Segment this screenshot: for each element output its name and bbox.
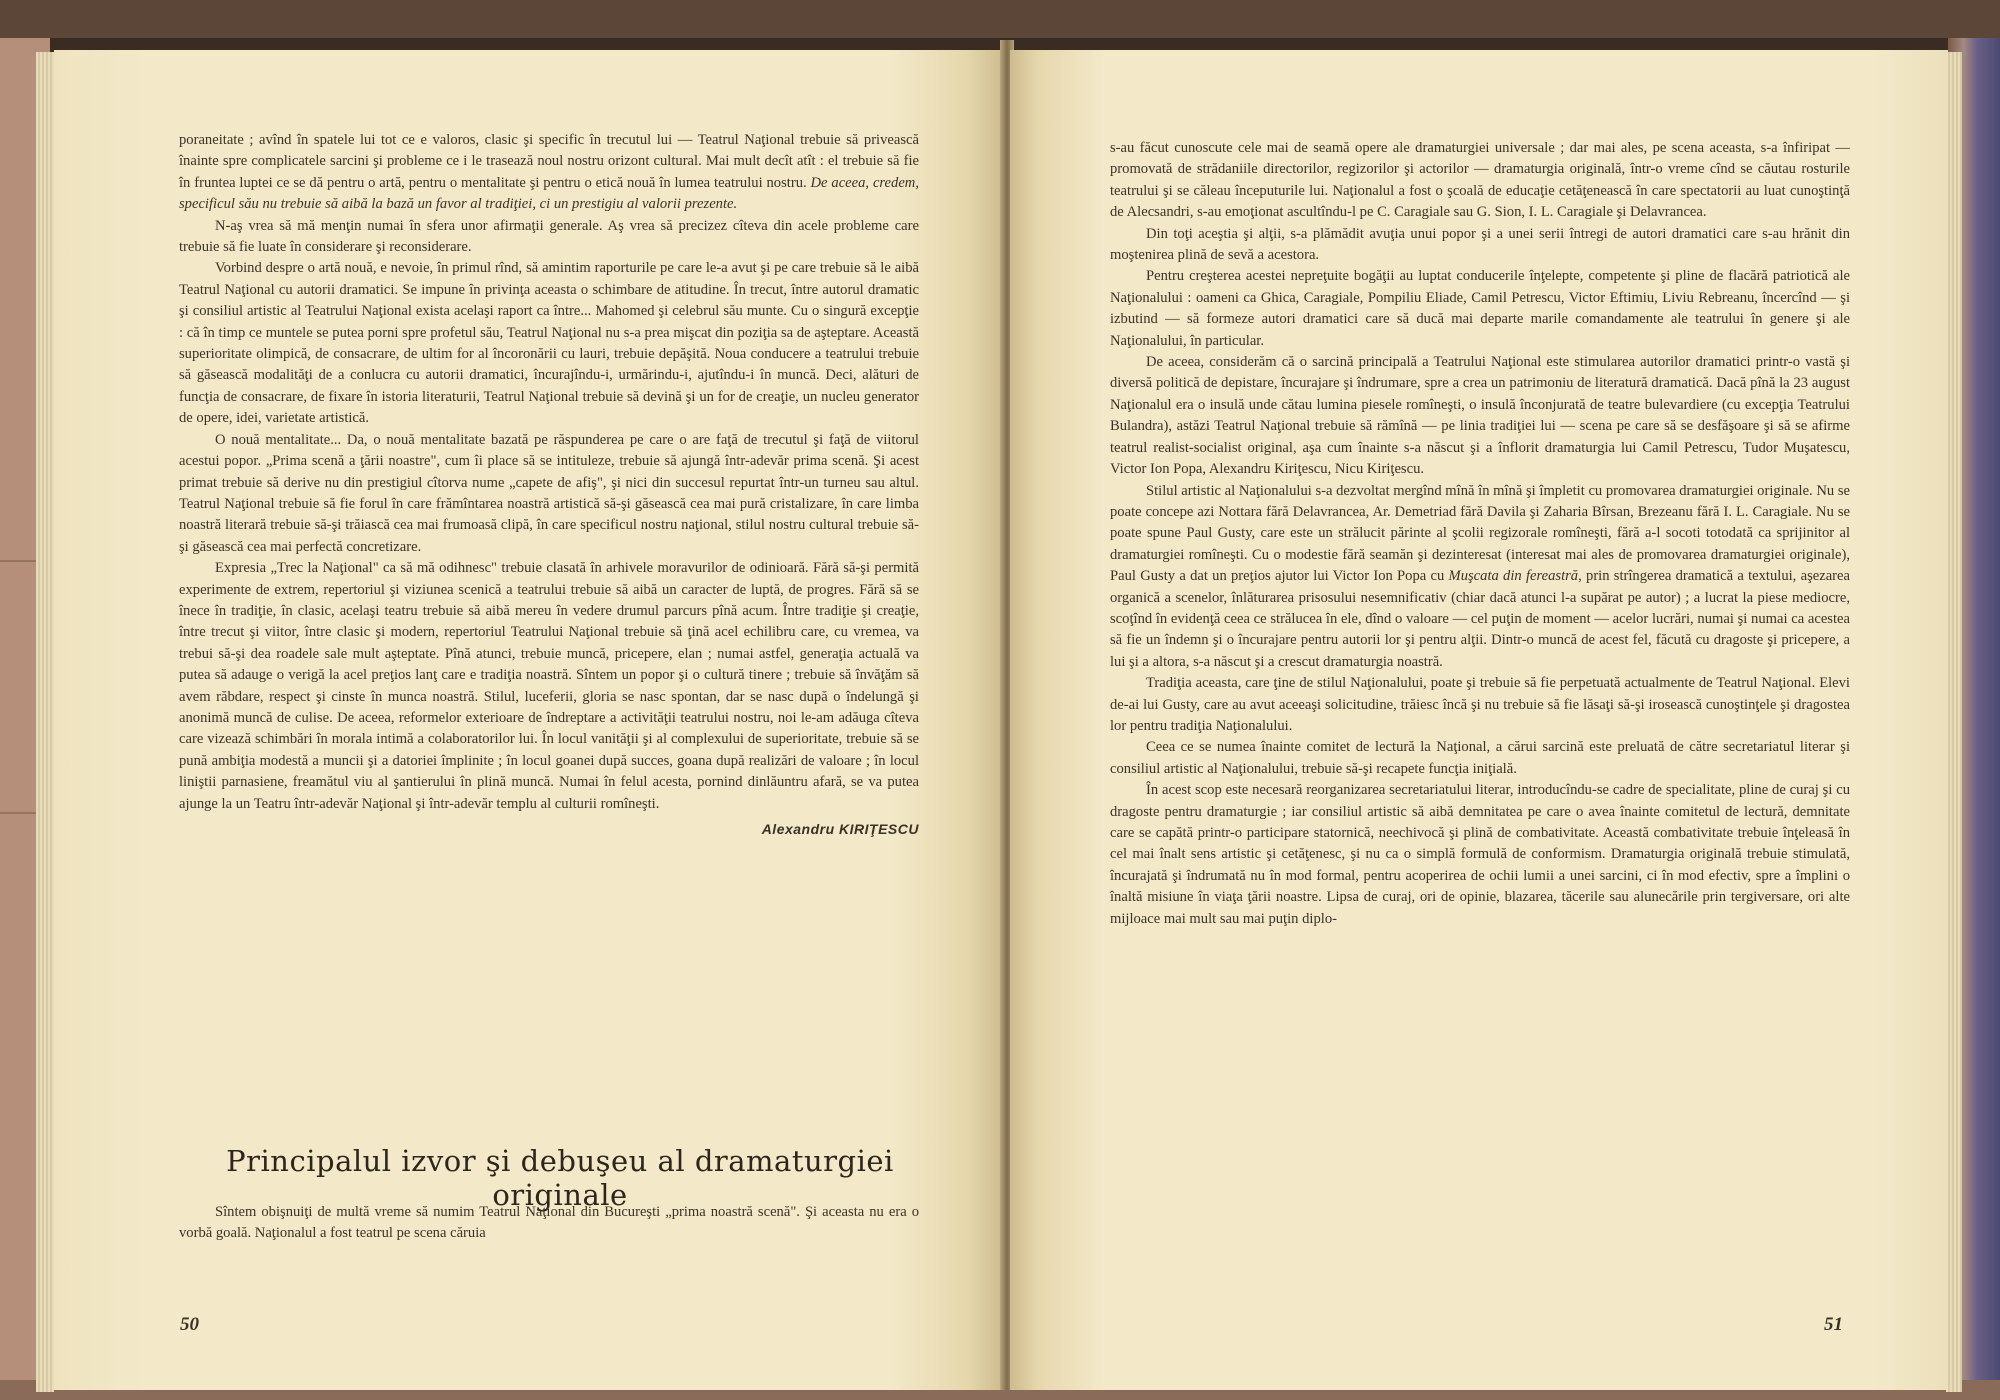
play-title: Muşcata din fereastră bbox=[1448, 568, 1579, 585]
section-heading: Principalul izvor şi debuşeu al dramaturgiei originale bbox=[226, 1144, 894, 1212]
paragraph: Stilul artistic al Naţionalului s-a dezvoltat mergînd mînă în mînă şi împletit cu promovarea dramaturgiei originale. Nu se poate concepe azi Nottara fără Delavrancea, Ar. Demetriad fără Davila şi Zaharia Bîrsan, Brezeanu fără I. L. Caragiale. Nu se poate spune Paul Gusty, care este un strălucit părinte al şcolii regizorale romîneşti, fără a-l socoti totodată ca sprijinitor al dramaturgiei romîneşti. Cu o modestie fără seamăn şi dezinteresat (interesat mai ales de promovarea dramaturgiei originale), Paul Gusty a dat un preţios ajutor lui Victor Ion Popa cu Muşcata din fereastră, prin strîngerea dramatică a textului, aşezarea organică a scenelor, înlăturarea prisosului nesemnificativ (chiar dacă atunci l-a supărat pe autor) ; a lucrat la piese mediocre, scoţînd în evidenţă ceea ce strălucea în ele, dînd o valoare — cel puţin de moment — acelor lucrări, numai şi numai ca acestea să fie un îndemn şi o încurajare pentru autorii lor şi pentru alţii. Dintr-o muncă de acest fel, făcută cu dragoste şi pricepere, a lui şi a altora, s-a născut şi a crescut dramaturgia noastră. bbox=[1110, 482, 1850, 670]
paragraph: poraneitate ; avînd în spatele lui tot ce e valoros, clasic şi specific în trecutul lui — Teatrul Naţional trebuie să privească înainte spre complicatele sarcini şi probleme ce i le trasează noul nostru orizont cultural. Mai mult decît atît : el trebuie să fie în fruntea luptei ce se dă pentru o artă, pentru o mentalitate şi pentru o etică nouă în lumea teatrului nostru. De aceea, credem, specificul său nu trebuie să aibă la bază un favor al tradiţiei, ci un prestigiu al valorii prezente. bbox=[179, 132, 919, 213]
page-stack-right bbox=[1946, 52, 1962, 1392]
paragraph: s-au făcut cunoscute cele mai de seamă opere ale dramaturgiei universale ; dar mai ales, pe scena aceasta, s-a înfiripat — promovată de strădaniile directorilor, regizorilor şi actorilor — dramaturgia originală, într-o vreme cînd se căutau rosturile teatrului şi se căleau începuturile lui. Naţionalul a fost o şcoală de educaţie cetăţenească în care spectatorii au luat cunoştinţă de Alecsandri, s-au emoţionat ascultîndu-l pe C. Caragiale sau G. Sion, I. L. Caragiale şi Delavrancea. bbox=[1110, 140, 1850, 221]
paragraph: Tradiţia aceasta, care ţine de stilul Naţionalului, poate şi trebuie să fie perpetuată actualmente de Teatrul Naţional. Elevi de-ai lui Gusty, care au avut aceeaşi solicitudine, trăiesc încă şi nu trebuie să fie lăsaţi să-şi irosească cunoştinţele şi dragostea lor pentru tradiţia Naţionalului. bbox=[1110, 675, 1850, 734]
paragraph: Expresia „Trec la Naţional" ca să mă odihnesc" trebuie clasată în arhivele moravurilor de odinioară. Fără să-şi permită experimente de extrem, repertoriul şi viziunea scenică a teatrului trebuie să aibă un caracter de luptă, de progres. Fără să se înece în tradiţie, în clasic, acelaşi teatru trebuie să aibă mereu în vedere drumul parcurs pînă acum. Între tradiţie şi creaţie, între trecut şi viitor, între clasic şi modern, repertoriul Teatrului Naţional trebuie să ţină acel echilibru care, cu vremea, va trebui să-şi dea roadele sale mult aşteptate. Pînă atunci, trebuie muncă, pricepere, elan ; numai astfel, generaţia actuală va putea să adauge o verigă la acel preţios lanţ care e tradiţia noastră. Sîntem un popor şi o cultură tinere ; trebuie să învăţăm să avem răbdare, respect şi cinste în munca noastră. Stilul, luceferii, gloria se nasc spontan, dar se nasc după o îndelungă şi anonimă muncă de culise. De aceea, reformelor exterioare de îndreptare a activităţii teatrului nostru, noi le-am adăuga cîteva care vizează schimbări în morala intimă a colaboratorilor lui. În locul vanităţii şi al complexului de superioritate, trebuie să se pună ambiţia modestă a muncii şi a datoriei împlinite ; în locul goanei după succes, goana după realizări de valoare ; în locul liniştii parnasiene, freamătul viu al şantierului în plină muncă. Numai în felul acesta, pornind dinlăuntru afară, se va putea ajunge la un Teatru într-adevăr Naţional şi într-adevăr templu al culturii romîneşti. bbox=[179, 560, 919, 812]
paragraph: Ceea ce se numea înainte comitet de lectură la Naţional, a cărui sarcină este preluată de către secretariatul literar şi consiliul artistic al Naţionalului, trebuie să-şi recapete funcţia iniţială. bbox=[1110, 739, 1850, 777]
right-page-text bbox=[1110, 138, 1850, 930]
paragraph: Pentru creşterea acestei nepreţuite bogăţii au luptat conducerile înţelepte, competente şi pline de flacără patriotică ale Naţionalului : oameni ca Ghica, Caragiale, Pompiliu Eliade, Camil Petrescu, Victor Eftimiu, Liviu Rebreanu, încercînd — şi izbutind — să formeze autori dramatici care să ducă mai departe marile comandamente ale teatrului în genere şi ale Naţionalului, în particular. bbox=[1110, 268, 1850, 349]
paragraph: În acest scop este necesară reorganizarea secretariatului literar, introducîndu-se cadre de specialitate, pline de curaj şi cu dragoste pentru dramaturgie ; iar consiliul artistic să aibă demnitatea pe care o avea înainte comitetul de lectură, demnitate care se capătă printr-o participare statornică, neechivocă şi plină de combativitate. Această combativitate trebuie înţeleasă în cel mai înalt sens artistic şi cetăţenesc, şi nu ca o simplă formulă de conformism. Dramaturgia originală trebuie stimulată, încurajată şi îndrumată nu în mod formal, pentru acoperirea de ochii lumii a unei sarcini, ci în mod efectiv, spre a împlini o înaltă misiune în viaţa ţării noastre. Lipsa de curaj, ori de opinie, blazarea, tăcerile sau alunecările prin tergiversare, ori alte mijloace mai mult sau mai puţin diplo- bbox=[1110, 782, 1850, 927]
cover-edge-top bbox=[0, 0, 2000, 38]
paragraph: Din toţi aceştia şi alţii, s-a plămădit avuţia unui popor şi a unei serii întregi de autori dramatici care s-au hrănit din moştenirea plină de sevă a acestora. bbox=[1110, 225, 1850, 264]
page-stack-left bbox=[36, 52, 54, 1392]
author-signature: Alexandru KIRIŢESCU bbox=[761, 821, 919, 837]
left-page bbox=[54, 50, 1004, 1390]
paragraph: De aceea, considerăm că o sarcină principală a Teatrului Naţional este stimularea autorilor dramatici printr-o vastă şi diversă politică de depistare, încurajare şi îndrumare, spre a crea un patrimoniu de literatură dramatică. Dacă pînă la 23 august Naţionalul era o insulă unde cătau lumina piesele romîneşti, o insulă înconjurată de teatre bulevardiere (cu excepţia Teatrului Bulandra), astăzi Teatrul Naţional trebuie să rămînă — pe linia tradiţiei lui — scena pe care să se desfăşoare şi să se afirme teatrul realist-socialist original, aşa cum înainte s-a născut şi a înflorit dramaturgia lui Camil Petrescu, Tudor Muşatescu, Victor Ion Popa, Alexandru Kiriţescu, Nicu Kiriţescu. bbox=[1110, 354, 1850, 478]
italic-sentence: De aceea, credem, specificul său nu trebuie să aibă la bază un favor al tradiţiei, ci un prestigiu al valorii prezente. bbox=[179, 174, 919, 213]
paragraph: Vorbind despre o artă nouă, e nevoie, în primul rînd, să amintim raporturile pe care le-a avut şi pe care trebuie să le aibă Teatrul Naţional cu autorii dramatici. Se impune în privinţa aceasta o schimbare de atitudine. În trecut, între autorul dramatic şi consiliul artistic al Teatrului Naţional exista acelaşi raport ca între... Mahomed şi celebrul său munte. Cu o singură excepţie : că în timp ce muntele se putea porni spre profetul său, Teatrul Naţional nu s-a prea mişcat din poziţia sa de aşteptare. Această superioritate olimpică, de consacrare, de ultim for al încoronării cu lauri, trebuie depăşită. Noua conducere a teatrului trebuie să găsească modalităţi de a conlucra cu autorii dramatici, încurajîndu-i, urmărindu-i, ajutîndu-i în muncă. Deci, alături de funcţia de consacrare, de fixare în istoria literaturii, Teatrul Naţional trebuie să devină şi un for de creaţie, un nucleu generator de opere, idei, varietate artistică. bbox=[179, 260, 919, 427]
section-intro-text bbox=[179, 1202, 919, 1245]
paragraph: O nouă mentalitate... Da, o nouă mentalitate bazată pe răspunderea pe care o are faţă de trecutul şi faţă de viitorul acestui popor. „Prima scenă a ţării noastre", cum îi place să se intituleze, trebuie să ajungă într-adevăr prima scenă. Şi acest primat trebuie să derive nu din prestigiul cîtorva nume „capete de afiş", şi nici din succesul repurtat într-un turneu sau altul. Teatrul Naţional trebuie să fie forul în care frămîntarea noastră artistică să-şi găsească cea mai pură cristalizare, în care limba noastră literară trebuie să-şi trăiască cea mai frumoasă clipă, în care specificul nostru naţional, stilul nostru cultural trebuie să-şi găsească cea mai perfectă concretizare. bbox=[179, 431, 919, 555]
paragraph: N-aş vrea să mă menţin numai în sfera unor afirmaţii generale. Aş vrea să precizez cîteva din acele probleme care trebuie să fie luate în considerare şi reconsiderare. bbox=[179, 217, 919, 256]
paragraph: Sîntem obişnuiţi de multă vreme să numim Teatrul Naţional din Bucureşti „prima noastră scenă". Şi aceasta nu era o vorbă goală. Naţionalul a fost teatrul pe scena căruia bbox=[179, 1204, 919, 1242]
page-number-right: 51 bbox=[1824, 1314, 1843, 1335]
right-page bbox=[1010, 50, 1948, 1390]
left-page-text bbox=[179, 130, 919, 840]
page-number-left: 50 bbox=[180, 1314, 199, 1335]
